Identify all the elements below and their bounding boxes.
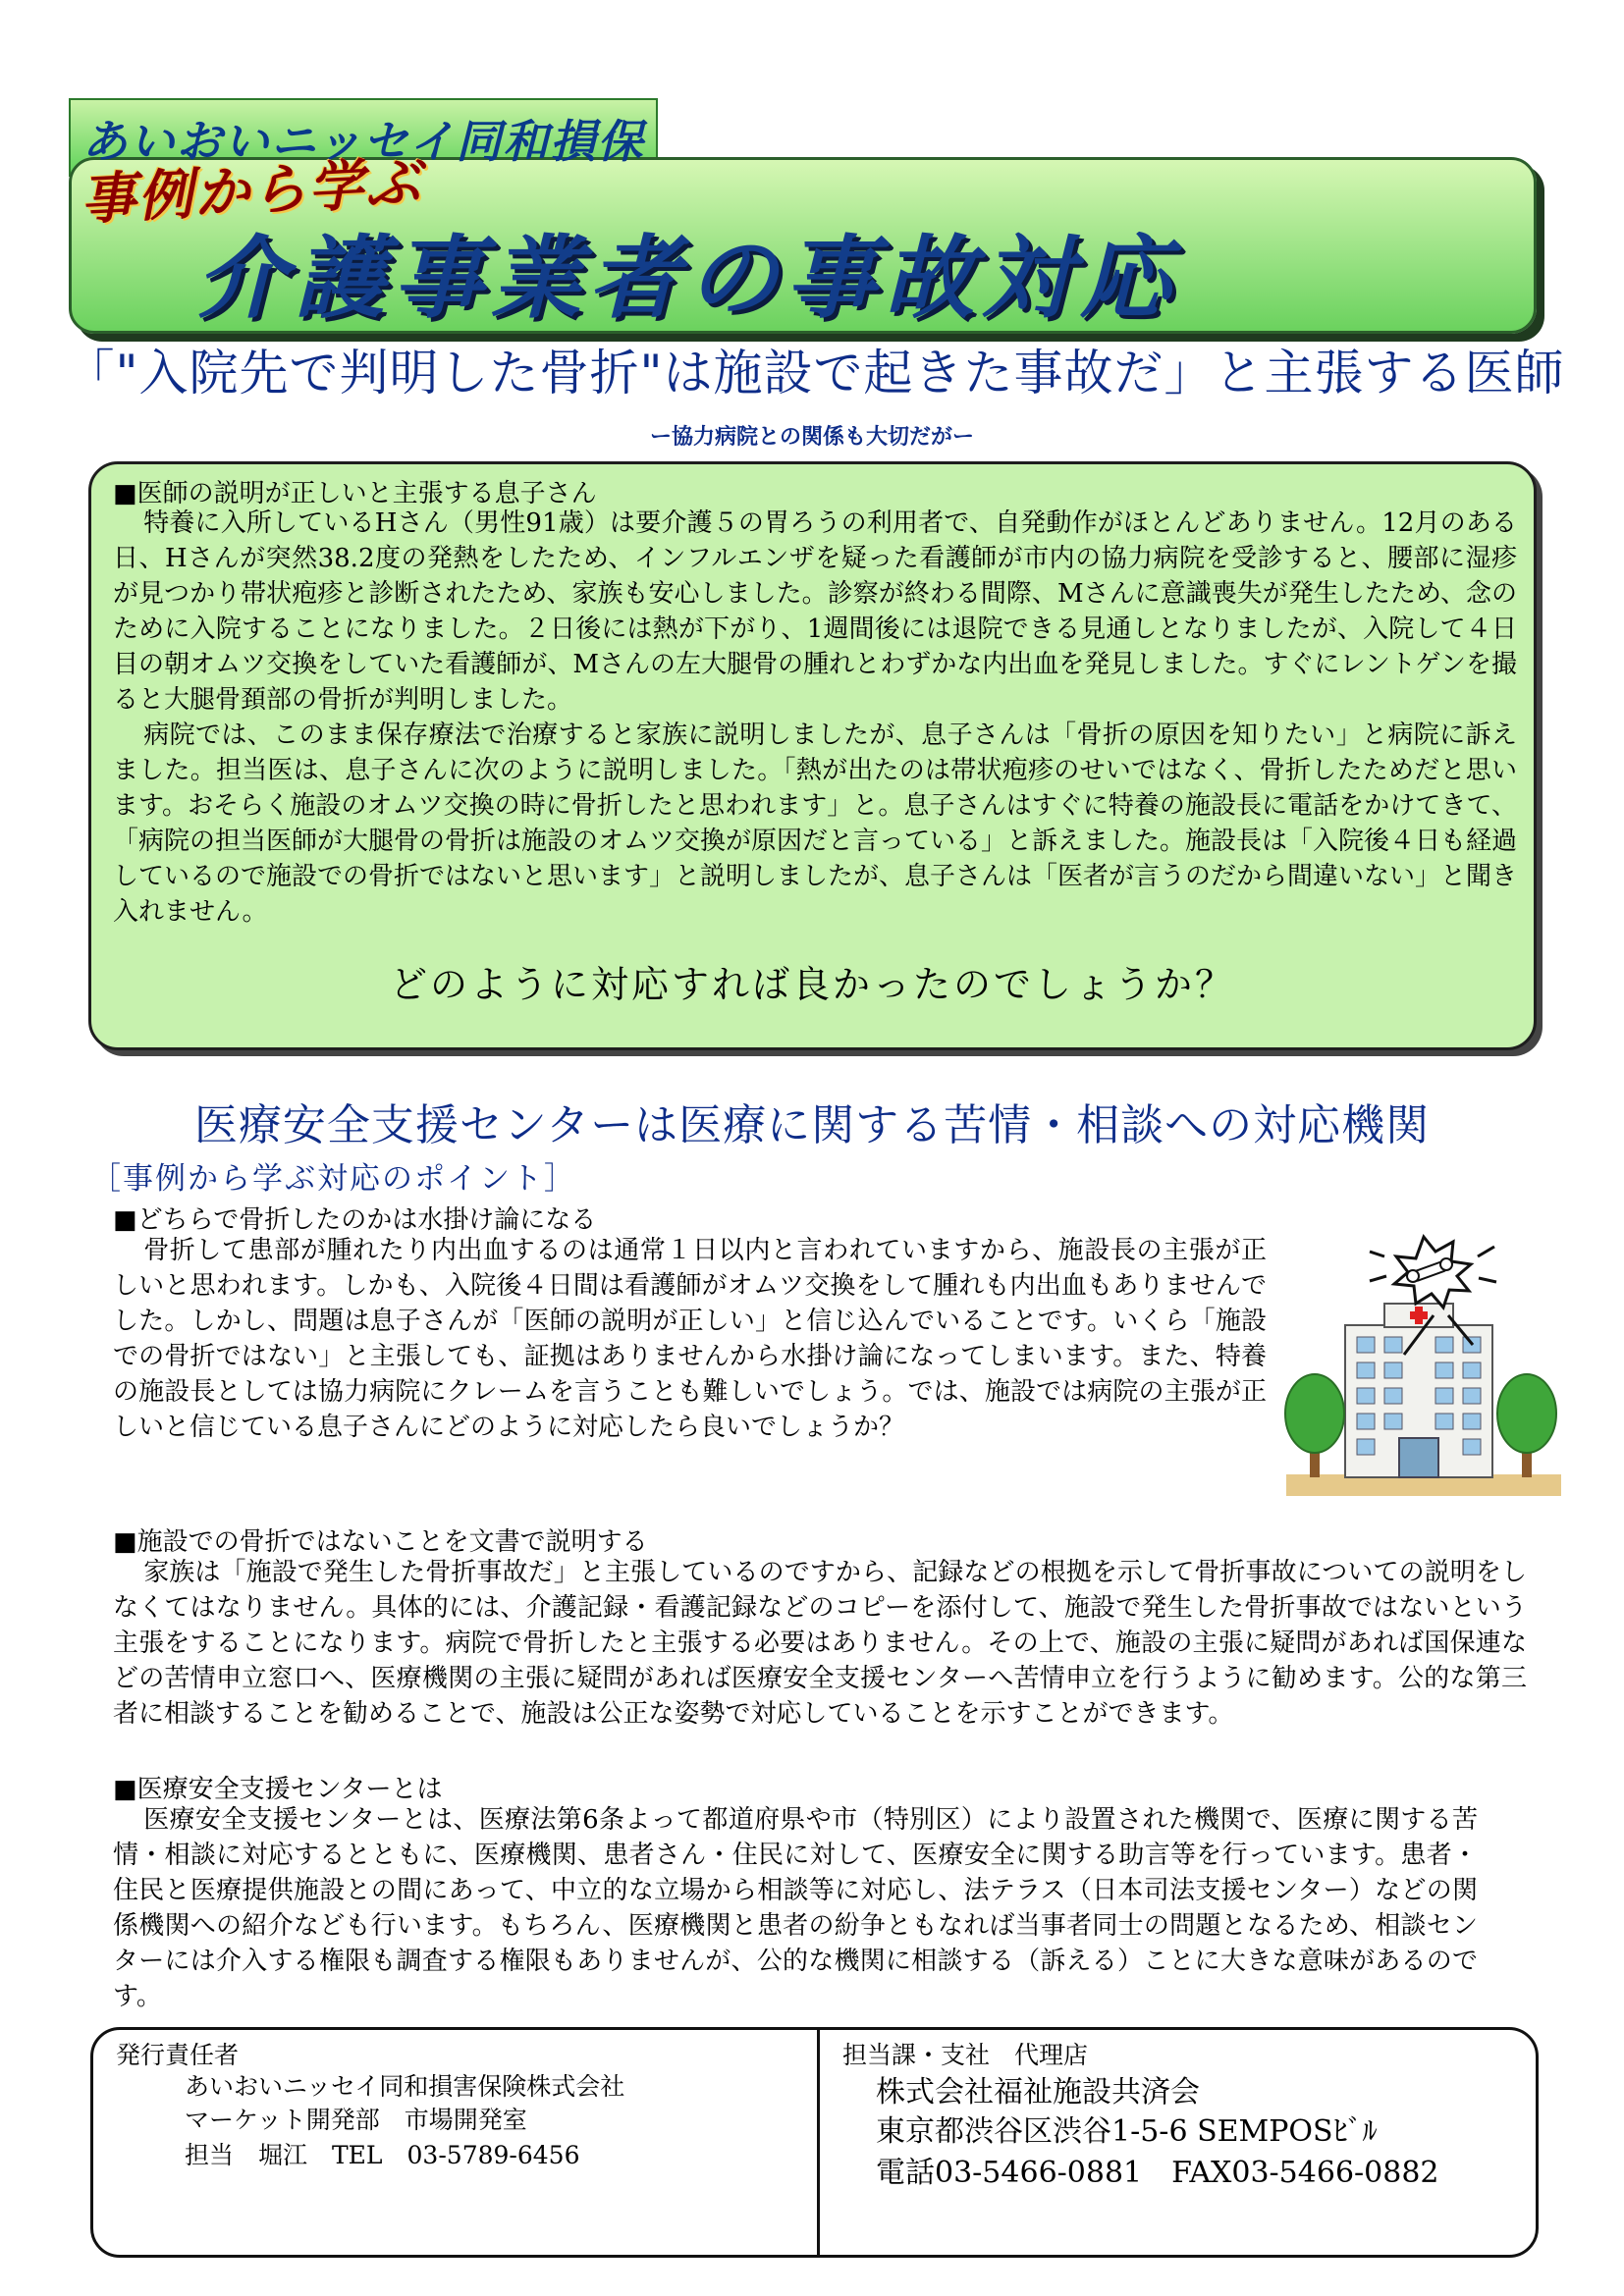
publisher-label: 発行責任者 xyxy=(116,2041,240,2069)
case-text xyxy=(113,506,1517,930)
publisher-company: あいおいニッセイ同和損害保険株式会社 xyxy=(185,2072,625,2101)
agent-name: 株式会社福祉施設共済会 xyxy=(876,2075,1200,2109)
case-paragraph: 病院では、このまま保存療法で治療すると家族に説明しましたが、息子さんは「骨折の原因を知りたい」と病院に訴えました。担当医は、息子さんに次のように説明しました。「熱が出たのは帯状疱疹のせいではなく、骨折したためだと思います。おそらく施設のオムツ交換の時に骨折したと思われます」と。息子さんはすぐに特養の施設長に電話をかけてきて、「病院の担当医師が大腿骨の骨折は施設のオムツ交換が原因だと言っている」と訴えました。施設長は「入院後４日も経過しているので施設での骨折ではないと思います」と説明しましたが、息子さんは「医者が言うのだから間違いない」と聞き入れません。 xyxy=(113,721,1518,927)
case-heading: ■医師の説明が正しいと主張する息子さん xyxy=(113,479,597,508)
subheadline: ー協力病院との関係も大切だがー xyxy=(649,425,974,450)
point-paragraph: 家族は「施設で発生した骨折事故だ」と主張しているのですから、記録などの根拠を示して骨折事故についての説明をしなくてはなりません。具体的には、介護記録・看護記録などのコピーを添付して、施設で発生した骨折事故ではないという主張をすることになります。病院で骨折したと主張する必要はありません。その上で、施設の主張に疑問があれば国保連などの苦情申立窓口へ、医療機関の主張に疑問があれば医療安全支援センターへ苦情申立を行うように勧めます。公的な第三者に相談することを勧めることで、施設は公正な姿勢で対応していることを示すことができます。 xyxy=(113,1558,1527,1729)
points-title: ［事例から学ぶ対応のポイント］ xyxy=(90,1161,576,1197)
agent-address: 東京都渋谷区渋谷1-5-6 SEMPOSﾋﾞﾙ xyxy=(876,2114,1378,2149)
company-name: あいおいニッセイ同和損保 xyxy=(81,115,645,168)
banner-title: 介護事業者の事故対応 xyxy=(196,226,1179,331)
banner-subtitle: 事例から学ぶ xyxy=(79,150,424,233)
point-text xyxy=(113,1233,1267,1445)
point-heading: ■どちらで骨折したのかは水掛け論になる xyxy=(113,1205,597,1235)
tree-icon xyxy=(1497,1374,1556,1477)
point-text xyxy=(113,1555,1527,1732)
point-paragraph: 医療安全支援センターとは、医療法第6条よって都道府県や市（特別区）により設置された機関で、医療に関する苦情・相談に対応するとともに、医療機関、患者さん・住民に対して、医療安全に関する助言等を行っています。患者・住民と医療提供施設との間にあって、中立的な立場から相談等に対応し、法テラス（日本司法支援センター）などの関係機関への紹介なども行います。もちろん、医療機関と患者の紛争ともなれば当事者同士の問題となるため、相談センターには介入する権限も調査する権限もありませんが、公的な機関に相談する（訴える）ことに大きな意味があるのです。 xyxy=(113,1805,1478,2011)
point-text xyxy=(113,1802,1478,2014)
agent-phone: 電話03-5466-0881 FAX03-5466-0882 xyxy=(876,2156,1439,2190)
agent-label: 担当課・支社 代理店 xyxy=(842,2041,1089,2069)
point-heading: ■医療安全支援センターとは xyxy=(113,1775,443,1804)
hospital-illustration xyxy=(1276,1217,1571,1512)
point-heading: ■施設での骨折ではないことを文書で説明する xyxy=(113,1527,648,1557)
publisher-contact: 担当 堀江 TEL 03-5789-6456 xyxy=(185,2141,580,2169)
case-paragraph: 特養に入所しているHさん（男性91歳）は要介護５の胃ろうの利用者で、自発動作がほとんどありません。12月のある日、Hさんが突然38.2度の発熱をしたため、インフルエンザを疑った看護師が市内の協力病院を受診すると、腰部に湿疹が見つかり帯状疱疹と診断されたため、家族も安心しました。診察が終わる間際、Mさんに意識喪失が発生したため、念のために入院することになりました。２日後には熱が下がり、1週間後には退院できる見通しとなりましたが、入院して４日目の朝オムツ交換をしていた看護師が、Mさんの左大腿骨の腫れとわずかな内出血を発見しました。すぐにレントゲンを撮ると大腿骨頚部の骨折が判明しました。 xyxy=(113,508,1517,715)
section-title: 医療安全支援センターは医療に関する苦情・相談への対応機関 xyxy=(193,1100,1431,1150)
footer-divider xyxy=(817,2028,820,2257)
publisher-dept: マーケット開発部 市場開発室 xyxy=(185,2106,527,2134)
headline: 「"入院先で判明した骨折"は施設で起きた事故だ」と主張する医師 xyxy=(65,345,1565,401)
hospital-building-icon xyxy=(1345,1304,1492,1477)
tree-icon xyxy=(1285,1374,1344,1477)
point-paragraph: 骨折して患部が腫れたり内出血するのは通常１日以内と言われていますから、施設長の主張が正しいと思われます。しかも、入院後４日間は看護師がオムツ交換をして腫れも内出血もありませんでした。しかし、問題は息子さんが「医師の説明が正しい」と信じ込んでいることです。いくら「施設での骨折ではない」と主張しても、証拠はありませんから水掛け論になってしまいます。また、特養の施設長としては協力病院にクレームを言うことも難しいでしょう。では、施設では病院の主張が正しいと信じている息子さんにどのように対応したら良いでしょうか？ xyxy=(113,1236,1267,1442)
case-question: どのように対応すれば良かったのでしょうか？ xyxy=(389,963,1235,1006)
